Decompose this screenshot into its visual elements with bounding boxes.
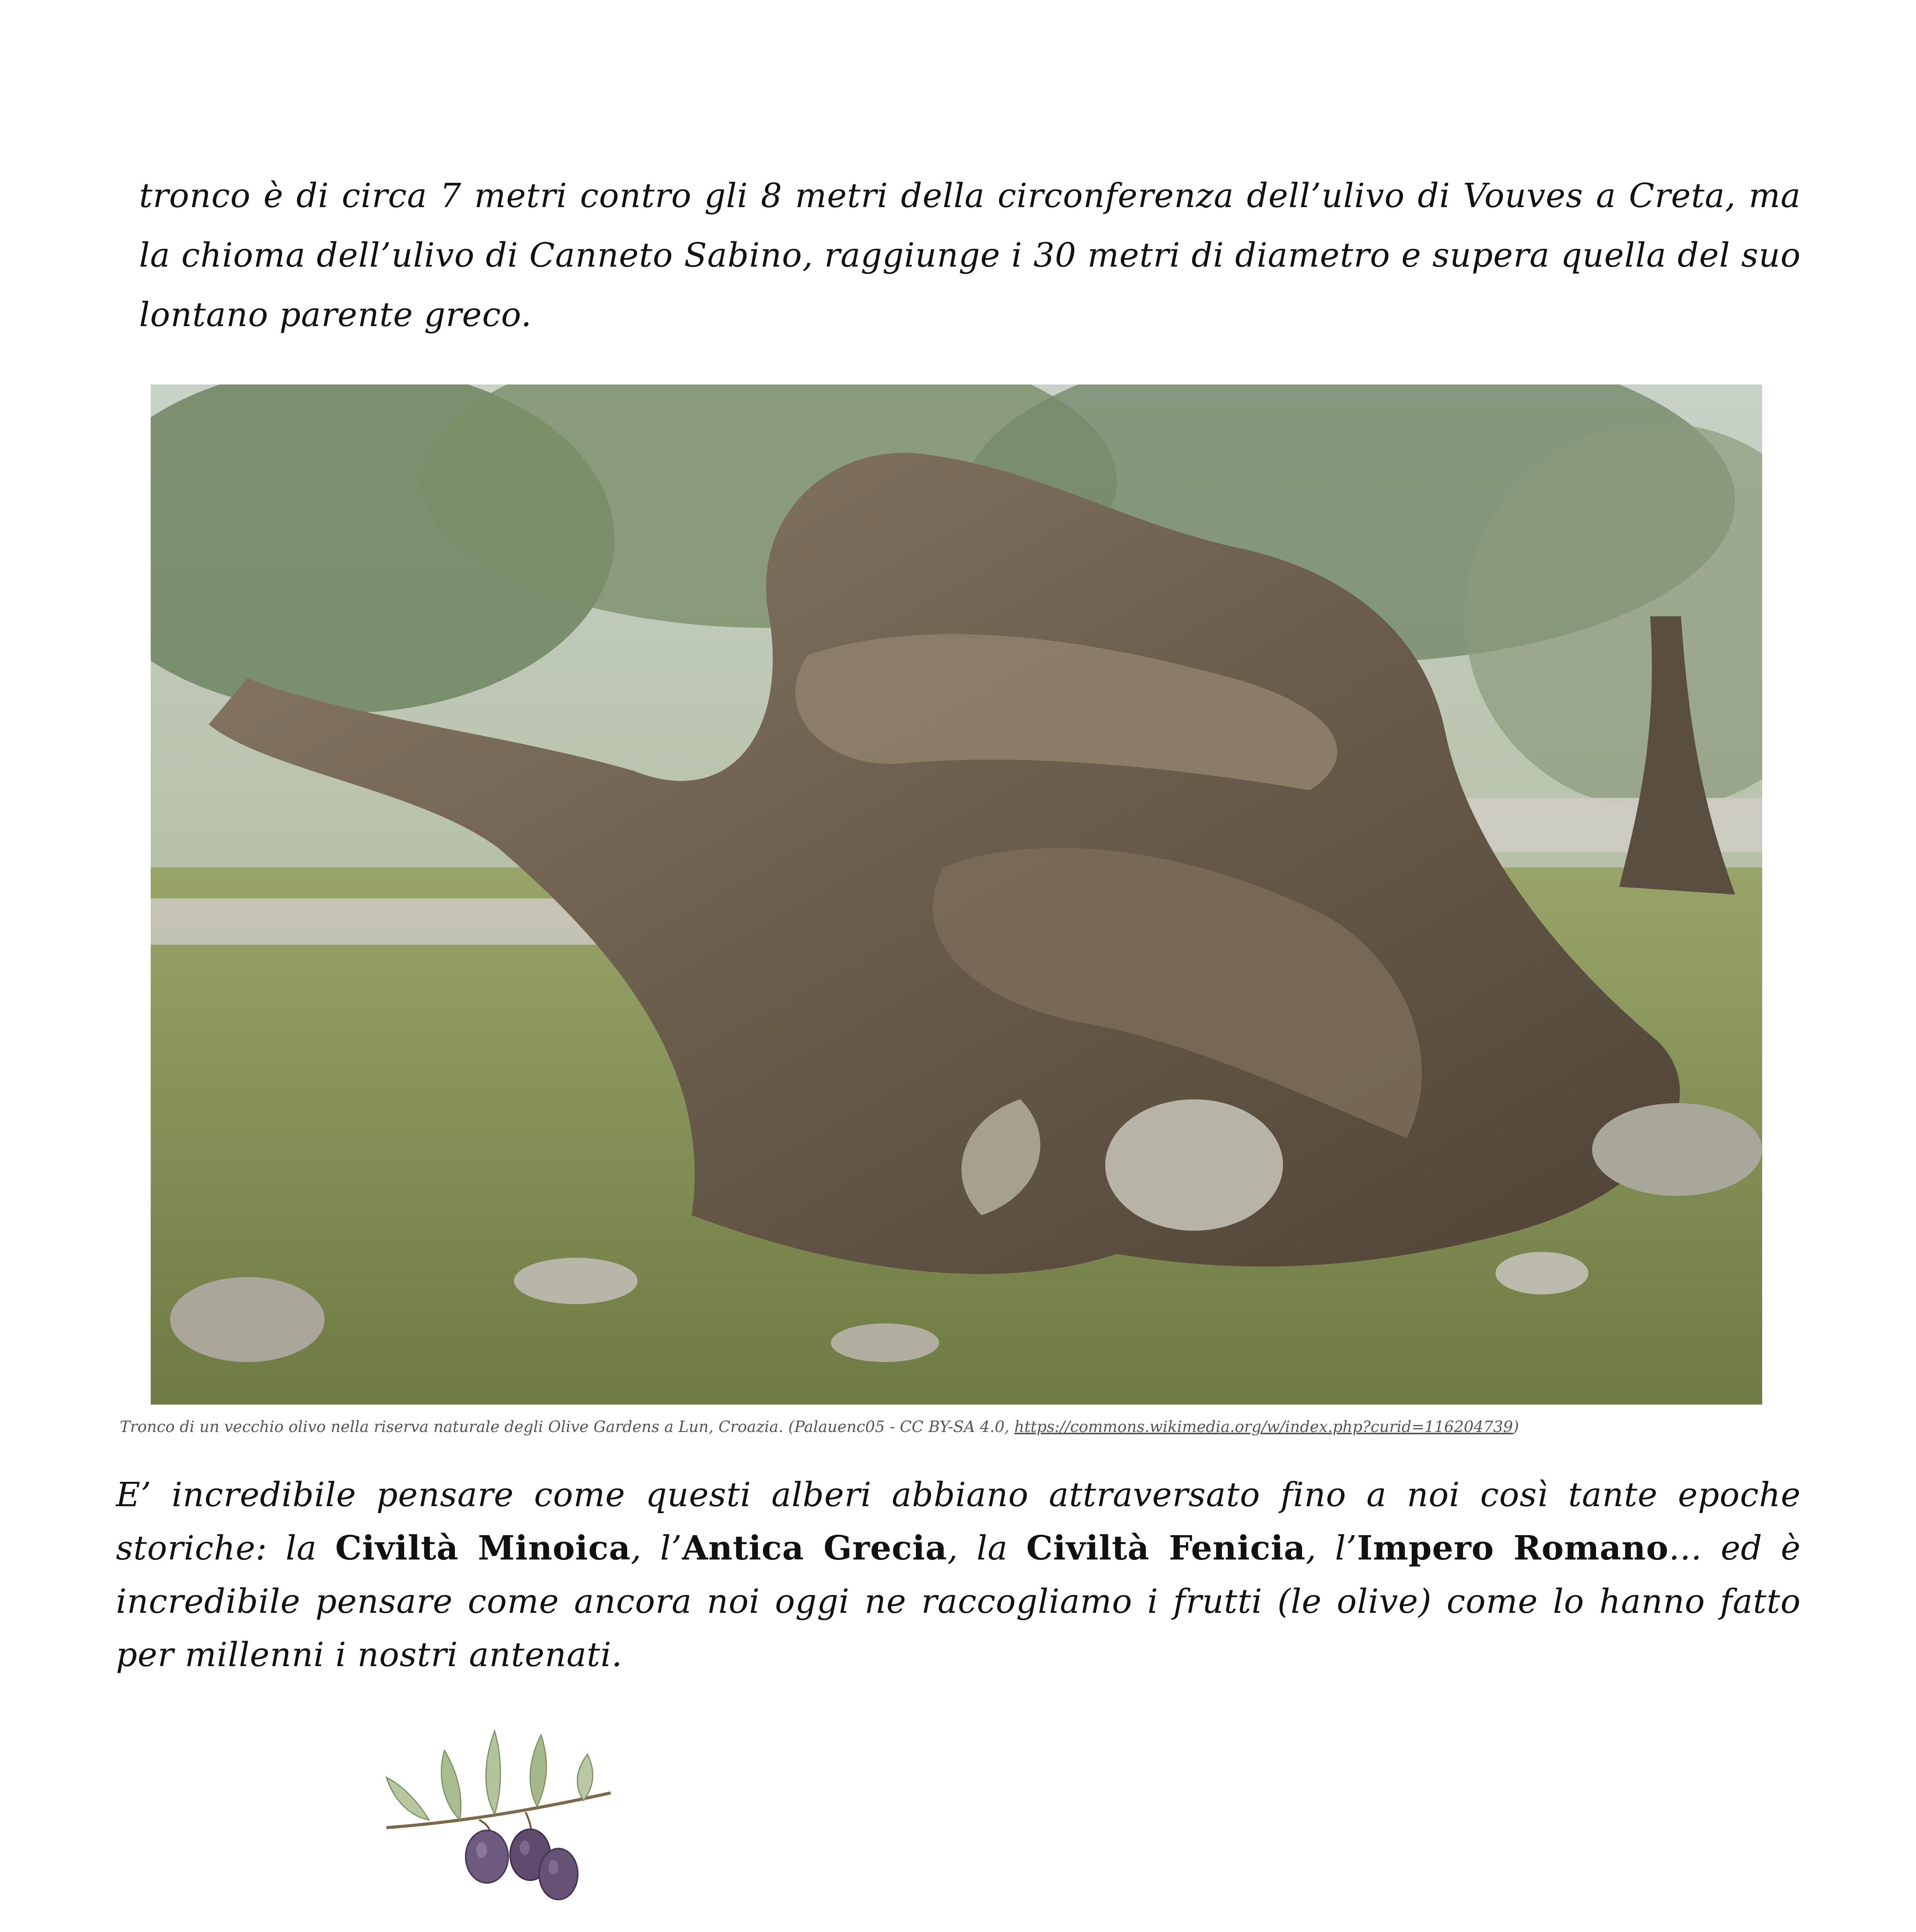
history-text-2: , l’ [631,1529,682,1568]
olive-trunk-photo [151,384,1762,1405]
photo-caption-text: Tronco di un vecchio olivo nella riserva naturale degli Olive Gardens a Lun, Croazia. (Palauenc05 - CC BY-SA 4.0, [120,1418,1014,1436]
olive-branch-icon [379,1727,626,1909]
history-text-4: , l’ [1305,1529,1357,1568]
paragraph-intro [139,166,1801,345]
term-roman-empire: Impero Romano [1357,1529,1669,1568]
history-text-3: , la [947,1529,1026,1568]
history-text-5: … ed è incredibile pensare come ancora noi oggi ne raccogliamo i frutti (le olive) come lo hanno fatto per millenni i nostri antenati. [116,1529,1801,1674]
photo-caption [120,1418,1820,1436]
term-phoenician-civilization: Civiltà Fenicia [1026,1529,1306,1568]
photo-caption-suffix: ) [1513,1418,1519,1436]
photo-source-link[interactable]: https://commons.wikimedia.org/w/index.php?curid=116204739 [1014,1418,1513,1436]
term-ancient-greece: Antica Grecia [682,1529,948,1568]
paragraph-intro-text: tronco è di circa 7 metri contro gli 8 metri della circonferenza dell’ulivo di Vouves a Creta, ma la chioma dell’ulivo di Canneto Sabino, raggiunge i 30 metri di diametro e supera quella del suo lontano parente greco. [139,177,1801,334]
term-minoan-civilization: Civiltà Minoica [335,1529,631,1568]
paragraph-history [116,1468,1801,1682]
history-text-1: E’ incredibile pensare come questi alberi abbiano attraversato fino a noi così tante epoche storiche: la [116,1476,1801,1568]
